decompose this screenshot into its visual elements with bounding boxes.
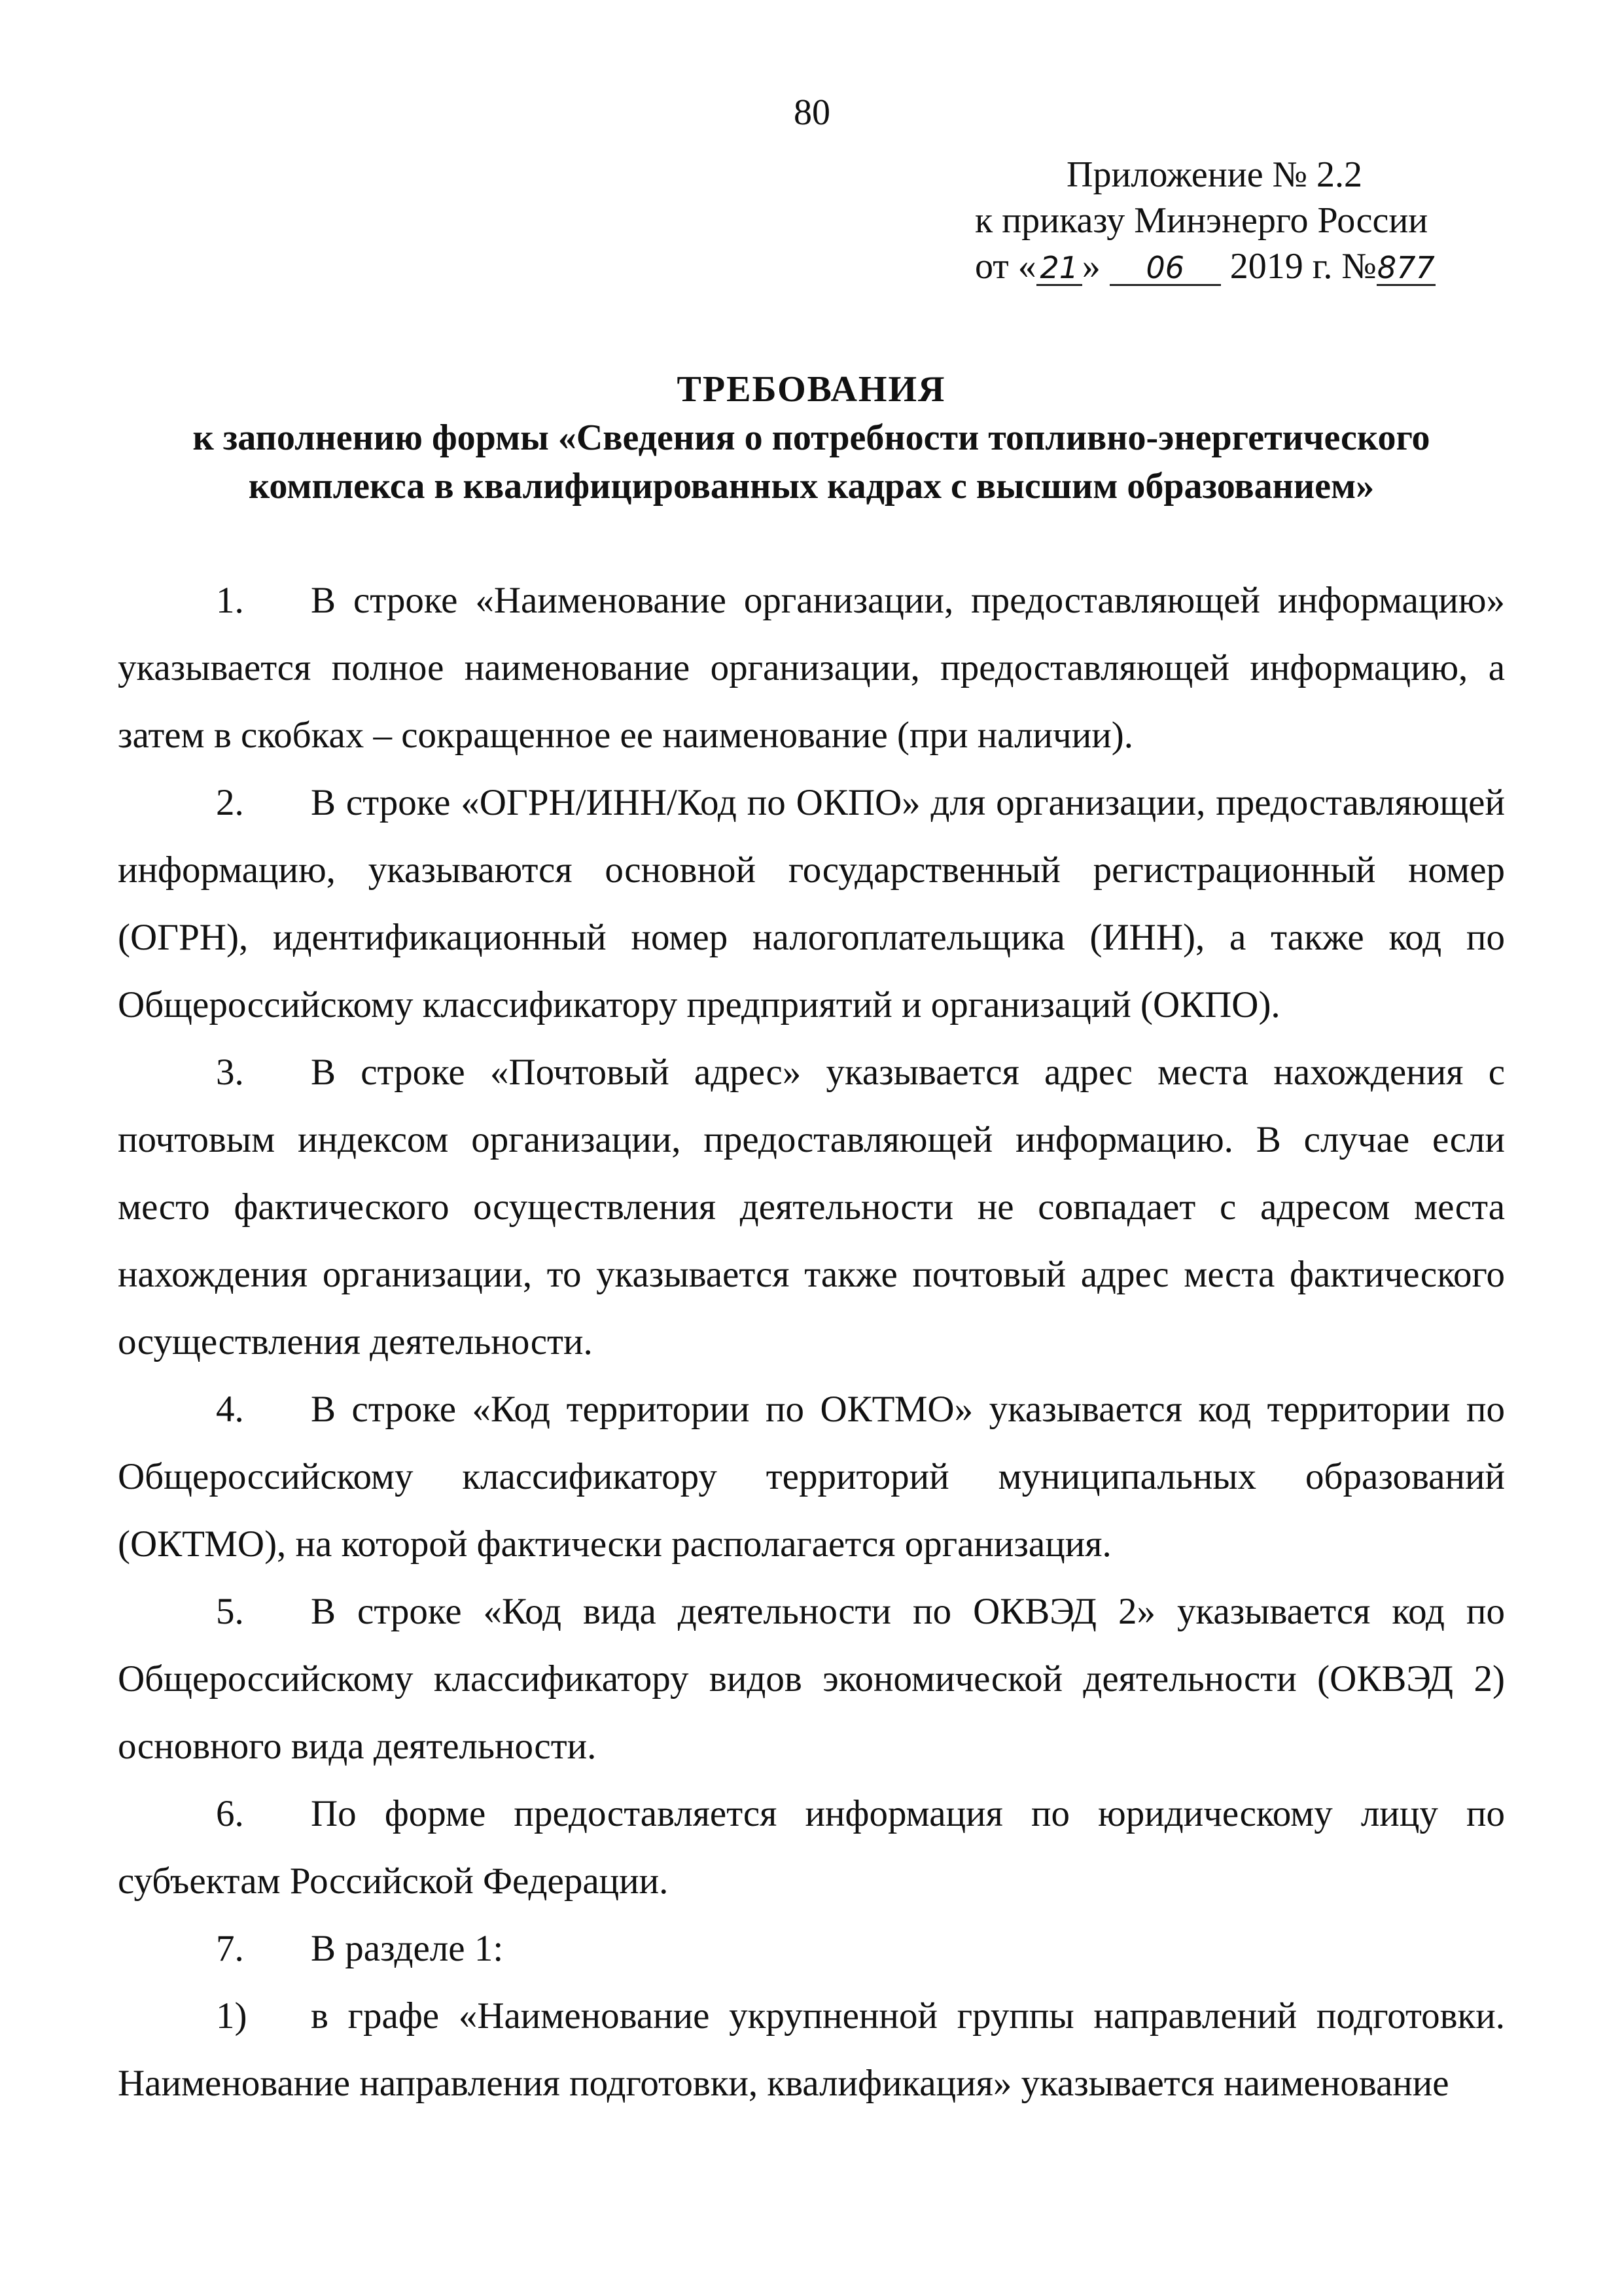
paragraph-text: В строке «Код территории по ОКТМО» указывается код территории по Общероссийскому классификатору территорий муниципальных образований (ОКТМО), на которой фактически располагается организация. (118, 1389, 1505, 1565)
title-sub-line-1: к заполнению формы «Сведения о потребности топливно-энергетического (192, 418, 1430, 458)
page-number: 80 (794, 92, 830, 133)
appendix-block (975, 152, 1472, 289)
handwritten-month: 06 (1110, 251, 1221, 286)
date-mid: » (1082, 246, 1101, 287)
date-prefix: от « (975, 246, 1036, 287)
paragraph-text: в графе «Наименование укрупненной группы направлений подготовки. Наименование направления подготовки, квалификация» указывается наименование (118, 1995, 1505, 2104)
title-main: ТРЕБОВАНИЯ (677, 369, 946, 410)
appendix-order-ref: к приказу Минэнерго России (975, 200, 1428, 241)
paragraph-text: В строке «ОГРН/ИНН/Код по ОКПО» для организации, предоставляющей информацию, указываются основной государственный регистрационный номер (ОГРН), идентификационный номер налогоплательщика (ИНН), а также код по Общероссийскому классификатору предприятий и организаций (ОКПО). (118, 782, 1505, 1025)
paragraph-3 (118, 1039, 1505, 1376)
paragraph-number: 5. (216, 1591, 244, 1632)
paragraph-text: В разделе 1: (311, 1928, 504, 1969)
paragraph-number: 1. (216, 580, 244, 621)
paragraph-2 (118, 769, 1505, 1039)
paragraph-text: В строке «Почтовый адрес» указывается адрес места нахождения с почтовым индексом организации, предоставляющей информацию. В случае если место фактического осуществления деятельности не совпадает с адресом места нахождения организации, то указывается также почтовый адрес места фактического осуществления деятельности. (118, 1052, 1505, 1362)
date-year: 2019 г. № (1229, 246, 1377, 287)
title-sub-line-2: комплекса в квалифицированных кадрах с высшим образованием» (248, 466, 1375, 507)
paragraph-6 (118, 1780, 1505, 1915)
paragraph-text: По форме предоставляется информация по юридическому лицу по субъектам Российской Федерации. (118, 1793, 1505, 1902)
paragraph-number: 1) (216, 1995, 247, 2037)
subparagraph-1 (118, 1982, 1505, 2117)
paragraph-7 (118, 1915, 1505, 1982)
paragraph-number: 7. (216, 1928, 244, 1969)
document-body (118, 567, 1505, 2117)
paragraph-4 (118, 1376, 1505, 1578)
paragraph-number: 2. (216, 782, 244, 823)
paragraph-number: 3. (216, 1052, 244, 1093)
handwritten-order-number: 877 (1377, 250, 1435, 285)
paragraph-number: 6. (216, 1793, 244, 1834)
paragraph-5 (118, 1578, 1505, 1780)
appendix-title: Приложение № 2.2 (1067, 154, 1362, 195)
document-title (118, 365, 1505, 510)
handwritten-day: 21 (1036, 251, 1082, 286)
paragraph-number: 4. (216, 1389, 244, 1430)
paragraph-1 (118, 567, 1505, 769)
paragraph-text: В строке «Код вида деятельности по ОКВЭД 2» указывается код по Общероссийскому классификатору видов экономической деятельности (ОКВЭД 2) основного вида деятельности. (118, 1591, 1505, 1767)
paragraph-text: В строке «Наименование организации, предоставляющей информацию» указывается полное наименование организации, предоставляющей информацию, а затем в скобках – сокращенное ее наименование (при наличии). (118, 580, 1505, 756)
appendix-date-line (975, 243, 1472, 289)
